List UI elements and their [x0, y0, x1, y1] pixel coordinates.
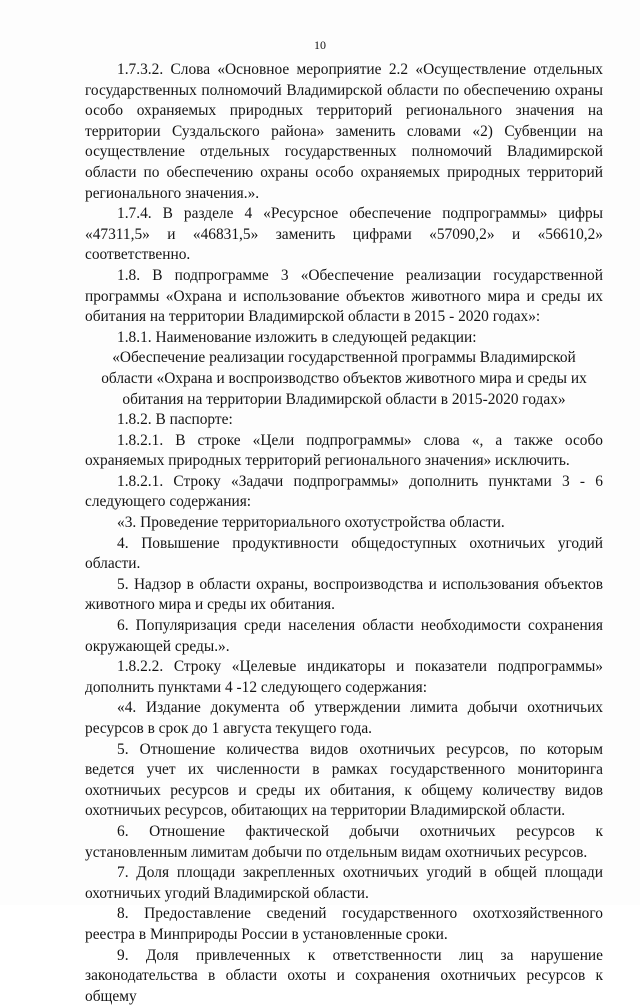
task-item-6: 6. Популяризация среди населения области необходимости сохранения окружающей среды.». [85, 617, 603, 655]
indicator-item-5: 5. Отношение количества видов охотничьих ресурсов, по которым ведется учет их численности в рамках государственного мониторинга охотничьих ресурсов и среды их обитания, к общему количеству видов охотничьих ресурсов, обитающих на территории Владимирской области. [85, 740, 603, 820]
task-item-3: «3. Проведение территориального охотустройства области. [117, 514, 505, 532]
indicator-item-6: 6. Отношение фактической добычи охотничьих ресурсов к установленным лимитам добычи по отдельным видам охотничьих ресурсов. [85, 822, 603, 861]
paragraph-1-8-2: 1.8.2. В паспорте: [117, 411, 233, 429]
paragraph-1-8-2-1-goals: 1.8.2.1. В строке «Цели подпрограммы» слова «, а также особо охраняемых природных территорий регионального значения» исключить. [85, 431, 603, 470]
indicator-item-4: «4. Издание документа об утверждении лимита добычи охотничьих ресурсов в срок до 1 августа текущего года. [85, 699, 603, 737]
task-item-5: 5. Надзор в области охраны, воспроизводства и использования объектов животного мира и среды их обитания. [85, 575, 603, 614]
paragraph-1-8-1: 1.8.1. Наименование изложить в следующей редакции: [117, 328, 477, 346]
document-body [85, 60, 603, 1007]
paragraph-1-8: 1.8. В подпрограмме 3 «Обеспечение реализации государственной программы «Охрана и использование объектов животного мира и среды их обитания на территории Владимирской области в 2015 - 2020 годах»: [85, 266, 603, 326]
paragraph-1-7-4: 1.7.4. В разделе 4 «Ресурсное обеспечение подпрограммы» цифры «47311,5» и «46831,5» заменить цифрами «57090,2» и «56610,2» соответственно. [85, 205, 603, 264]
page-number: 10 [314, 38, 326, 52]
paragraph-1-8-2-2: 1.8.2.2. Строку «Целевые индикаторы и показатели подпрограммы» дополнить пунктами 4 -12 следующего содержания: [85, 658, 603, 696]
indicator-item-7: 7. Доля площади закрепленных охотничьих угодий в общей площади охотничьих угодий Владимирской области. [85, 864, 603, 902]
paragraph-1-8-2-1-tasks: 1.8.2.1. Строку «Задачи подпрограммы» дополнить пунктами 3 - 6 следующего содержания: [85, 472, 603, 511]
task-item-4: 4. Повышение продуктивности общедоступных охотничьих угодий области. [85, 534, 603, 573]
paragraph-1-7-3-2: 1.7.3.2. Слова «Основное мероприятие 2.2 «Осуществление отдельных государственных полномочий Владимирской области по обеспечению охраны особо охраняемых природных территорий регионального значения на территории Суздальского района» заменить словами «2) Субвенции на осуществление отдельных государственных полномочий Владимирской области по обеспечению охраны особо охраняемых природных территорий регионального значения.». [85, 61, 603, 202]
indicator-item-8: 8. Предоставление сведений государственного охотхозяйственного реестра в Минприроды России в установленные сроки. [85, 905, 603, 943]
indicator-item-9: 9. Доля привлеченных к ответственности лиц за нарушение законодательства в области охоты и сохранения охотничьих ресурсов к общему [85, 946, 603, 1005]
new-subprogram-title: «Обеспечение реализации государственной программы Владимирской области «Охрана и воспроизводство объектов животного мира и среды их обитания на территории Владимирской области в 2015-2020 годах» [101, 349, 587, 408]
